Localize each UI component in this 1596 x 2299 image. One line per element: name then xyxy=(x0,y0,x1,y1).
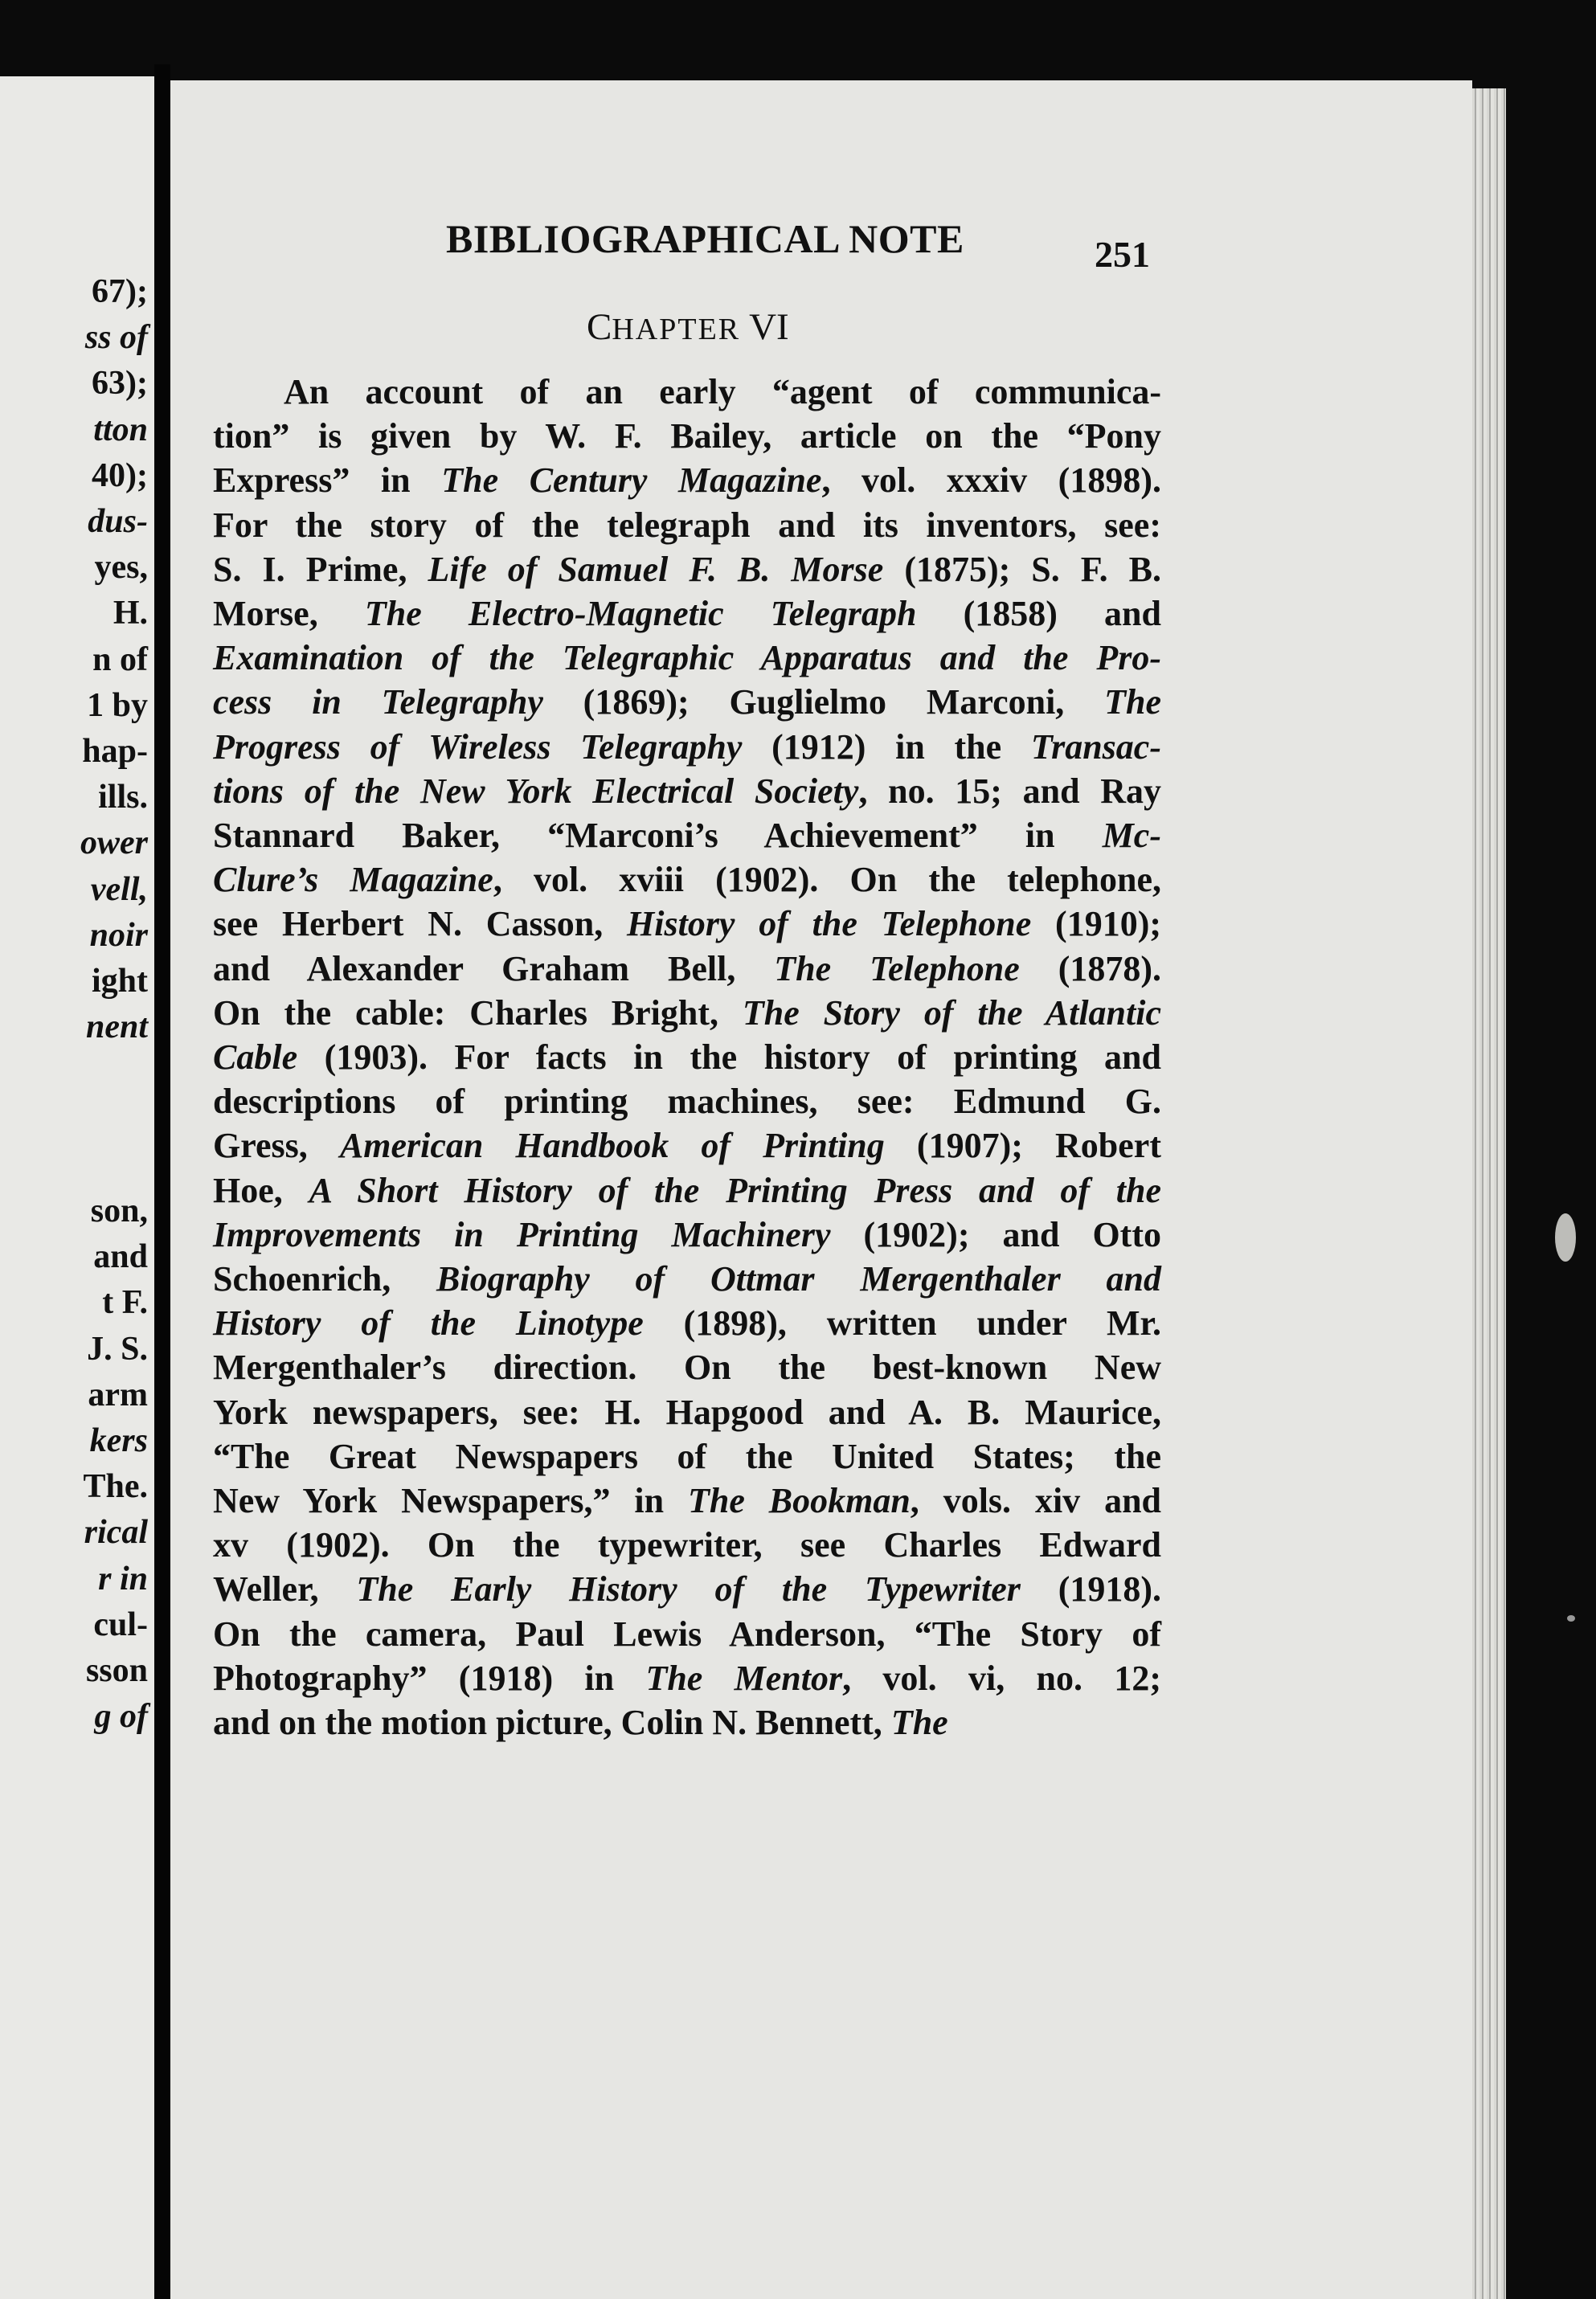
italic-title-text: The Telephone xyxy=(774,948,1020,988)
text-segment: Express” in xyxy=(213,460,442,501)
text-segment: and on the motion picture, Colin N. Bennett, xyxy=(213,1703,891,1743)
bibliography-paragraph xyxy=(213,370,1161,1745)
text-segment: Morse, xyxy=(213,594,365,634)
text-segment: (1858) and xyxy=(916,594,1161,634)
text-line xyxy=(213,1213,1161,1257)
text-segment: , vol. xxxiv (1898). xyxy=(821,460,1161,501)
italic-title-text: Life of Samuel F. B. Morse xyxy=(428,549,884,589)
left-page-fragment: t F. xyxy=(102,1284,148,1322)
text-line xyxy=(213,591,1161,636)
text-segment: (1878). xyxy=(1019,948,1161,988)
italic-title-text: cess in Telegraphy xyxy=(213,682,543,722)
text-line xyxy=(213,1567,1161,1611)
text-line xyxy=(213,1168,1161,1213)
text-segment: (1910); xyxy=(1031,904,1161,944)
left-page-fragment: The. xyxy=(83,1468,148,1506)
left-page-text-fragments xyxy=(80,269,148,1741)
text-line xyxy=(213,547,1161,591)
text-segment: xv (1902). On the typewriter, see Charles Edward xyxy=(213,1525,1161,1565)
book-gutter xyxy=(154,64,170,2299)
text-segment: Photography” (1918) in xyxy=(213,1658,646,1698)
text-segment: (1918). xyxy=(1020,1569,1161,1610)
page-number: 251 xyxy=(1095,234,1150,275)
text-line xyxy=(213,414,1161,458)
text-segment: (1875); S. F. B. xyxy=(883,549,1161,589)
left-page-fragment: ss of xyxy=(84,319,148,357)
left-page-fragment: n of xyxy=(92,640,148,678)
left-page-fragment: hap- xyxy=(82,733,148,771)
left-page-fragment: tton xyxy=(93,411,148,448)
italic-title-text: The xyxy=(890,1703,948,1743)
left-page-fragment: sson xyxy=(85,1652,148,1690)
chapter-numeral: VI xyxy=(749,306,789,348)
text-segment: (1898), written under Mr. xyxy=(643,1303,1161,1344)
text-line xyxy=(213,1390,1161,1434)
text-segment: On the camera, Paul Lewis Anderson, “The Story of xyxy=(213,1614,1161,1654)
left-page-fragment: noir xyxy=(89,916,148,954)
text-segment: For the story of the telegraph and its inventors, see: xyxy=(213,505,1161,545)
left-page xyxy=(0,76,154,2299)
text-segment: Weller, xyxy=(213,1569,357,1610)
text-line xyxy=(213,1035,1161,1079)
chapter-prefix-cap: C xyxy=(587,306,612,348)
text-line xyxy=(213,947,1161,991)
italic-title-text: Clure’s Magazine xyxy=(213,860,493,900)
italic-title-text: The Story of the Atlantic xyxy=(742,992,1162,1033)
italic-title-text: Examination of the Telegraphic Apparatus and the Pro- xyxy=(213,638,1161,678)
text-line xyxy=(213,1301,1161,1345)
left-page-fragment: 67); xyxy=(92,273,148,310)
text-line xyxy=(213,1434,1161,1479)
text-segment: Hoe, xyxy=(213,1170,309,1210)
text-line xyxy=(213,1345,1161,1389)
left-page-fragment: rical xyxy=(84,1514,148,1552)
text-segment: , vols. xiv and xyxy=(910,1481,1162,1521)
text-line xyxy=(213,1257,1161,1301)
left-page-fragment: kers xyxy=(89,1422,148,1460)
left-page-fragment: 40); xyxy=(92,456,148,494)
left-page-fragment xyxy=(80,1050,148,1096)
left-page-fragment: cul- xyxy=(93,1606,148,1643)
left-page-fragment: son, xyxy=(90,1192,148,1230)
left-page-fragment: r in xyxy=(98,1560,148,1597)
italic-title-text: Improvements in Printing Machinery xyxy=(213,1214,831,1254)
italic-title-text: The Bookman xyxy=(687,1481,911,1521)
text-segment: descriptions of printing machines, see: Edmund G. xyxy=(213,1082,1161,1122)
text-line xyxy=(213,991,1161,1035)
text-segment: An account of an early “agent of communica- xyxy=(284,372,1161,411)
text-segment: , no. 15; and Ray xyxy=(858,771,1161,811)
italic-title-text: Biography of Ottmar Mergenthaler and xyxy=(436,1259,1161,1299)
italic-title-text: Cable xyxy=(213,1037,298,1078)
text-line xyxy=(213,1123,1161,1168)
text-segment: “The Great Newspapers of the United States; the xyxy=(213,1436,1161,1476)
left-page-fragment: 1 by xyxy=(87,686,148,724)
chapter-heading xyxy=(587,305,789,349)
text-segment: , vol. vi, no. 12; xyxy=(842,1658,1161,1698)
italic-title-text: Transac- xyxy=(1030,726,1161,767)
text-line xyxy=(213,370,1161,414)
text-line xyxy=(213,458,1161,502)
text-segment: , vol. xviii (1902). On the telephone, xyxy=(493,860,1161,900)
text-line xyxy=(213,813,1161,857)
text-line xyxy=(213,636,1161,680)
italic-title-text: Mc- xyxy=(1102,816,1161,856)
text-line xyxy=(213,902,1161,946)
left-page-fragment xyxy=(80,1143,148,1188)
text-segment: tion” is given by W. F. Bailey, article on the “Pony xyxy=(213,416,1161,456)
text-line xyxy=(213,1523,1161,1567)
text-segment: (1902); and Otto xyxy=(830,1214,1161,1254)
left-page-fragment: and xyxy=(93,1238,148,1276)
text-segment: (1903). For facts in the history of printing and xyxy=(297,1037,1161,1078)
italic-title-text: The xyxy=(1104,682,1162,722)
left-page-fragment: ills. xyxy=(98,779,148,816)
left-page-fragment: ower xyxy=(80,824,148,862)
text-segment: (1907); Robert xyxy=(884,1126,1161,1166)
text-segment: New York Newspapers,” in xyxy=(213,1481,688,1521)
scan-speck xyxy=(1567,1615,1575,1622)
italic-title-text: tions of the New York Electrical Society xyxy=(213,771,859,811)
text-line xyxy=(213,680,1161,724)
text-line xyxy=(213,1612,1161,1656)
italic-title-text: American Handbook of Printing xyxy=(339,1126,885,1166)
text-segment: Stannard Baker, “Marconi’s Achievement” in xyxy=(213,816,1103,856)
italic-title-text: History of the Linotype xyxy=(213,1303,644,1344)
text-line xyxy=(213,769,1161,813)
left-page-fragment: vell, xyxy=(90,870,148,908)
text-segment: On the cable: Charles Bright, xyxy=(213,992,743,1033)
text-line xyxy=(213,1079,1161,1123)
text-segment: Gress, xyxy=(213,1126,340,1166)
text-segment: and Alexander Graham Bell, xyxy=(213,948,775,988)
left-page-fragment: 63); xyxy=(92,365,148,403)
left-page-fragment: yes, xyxy=(94,549,148,587)
italic-title-text: A Short History of the Printing Press and of the xyxy=(309,1170,1161,1210)
running-head: BIBLIOGRAPHICAL NOTE xyxy=(446,216,964,261)
text-segment: see Herbert N. Casson, xyxy=(213,904,628,944)
scan-speck xyxy=(1555,1213,1576,1262)
text-line xyxy=(213,1479,1161,1523)
page-edge-stack xyxy=(1472,88,1506,2299)
left-page-fragment: H. xyxy=(113,595,148,632)
text-segment: S. I. Prime, xyxy=(213,549,428,589)
text-line xyxy=(213,1656,1161,1700)
italic-title-text: History of the Telephone xyxy=(627,904,1032,944)
text-line xyxy=(213,1700,1161,1745)
text-line xyxy=(213,503,1161,547)
italic-title-text: The Early History of the Typewriter xyxy=(356,1569,1021,1610)
left-page-fragment: ight xyxy=(91,963,148,1000)
left-page-fragment: J. S. xyxy=(87,1330,148,1368)
italic-title-text: The Century Magazine xyxy=(441,460,822,501)
italic-title-text: The Electro-Magnetic Telegraph xyxy=(364,594,917,634)
text-segment: Mergenthaler’s direction. On the best-known New xyxy=(213,1348,1161,1388)
italic-title-text: The Mentor xyxy=(645,1658,843,1698)
left-page-fragment: arm xyxy=(88,1376,148,1413)
chapter-prefix-rest: HAPTER xyxy=(612,313,741,346)
text-line xyxy=(213,725,1161,769)
italic-title-text: Progress of Wireless Telegraphy xyxy=(213,726,743,767)
left-page-fragment: nent xyxy=(85,1008,148,1046)
text-segment: (1869); Guglielmo Marconi, xyxy=(542,682,1105,722)
text-segment: (1912) in the xyxy=(742,726,1031,767)
text-segment: Schoenrich, xyxy=(213,1259,437,1299)
left-page-fragment xyxy=(80,1097,148,1143)
left-page-fragment: dus- xyxy=(88,503,148,541)
text-line xyxy=(213,857,1161,902)
text-segment: York newspapers, see: H. Hapgood and A. B. Maurice, xyxy=(213,1392,1161,1432)
left-page-fragment: g of xyxy=(94,1698,148,1736)
